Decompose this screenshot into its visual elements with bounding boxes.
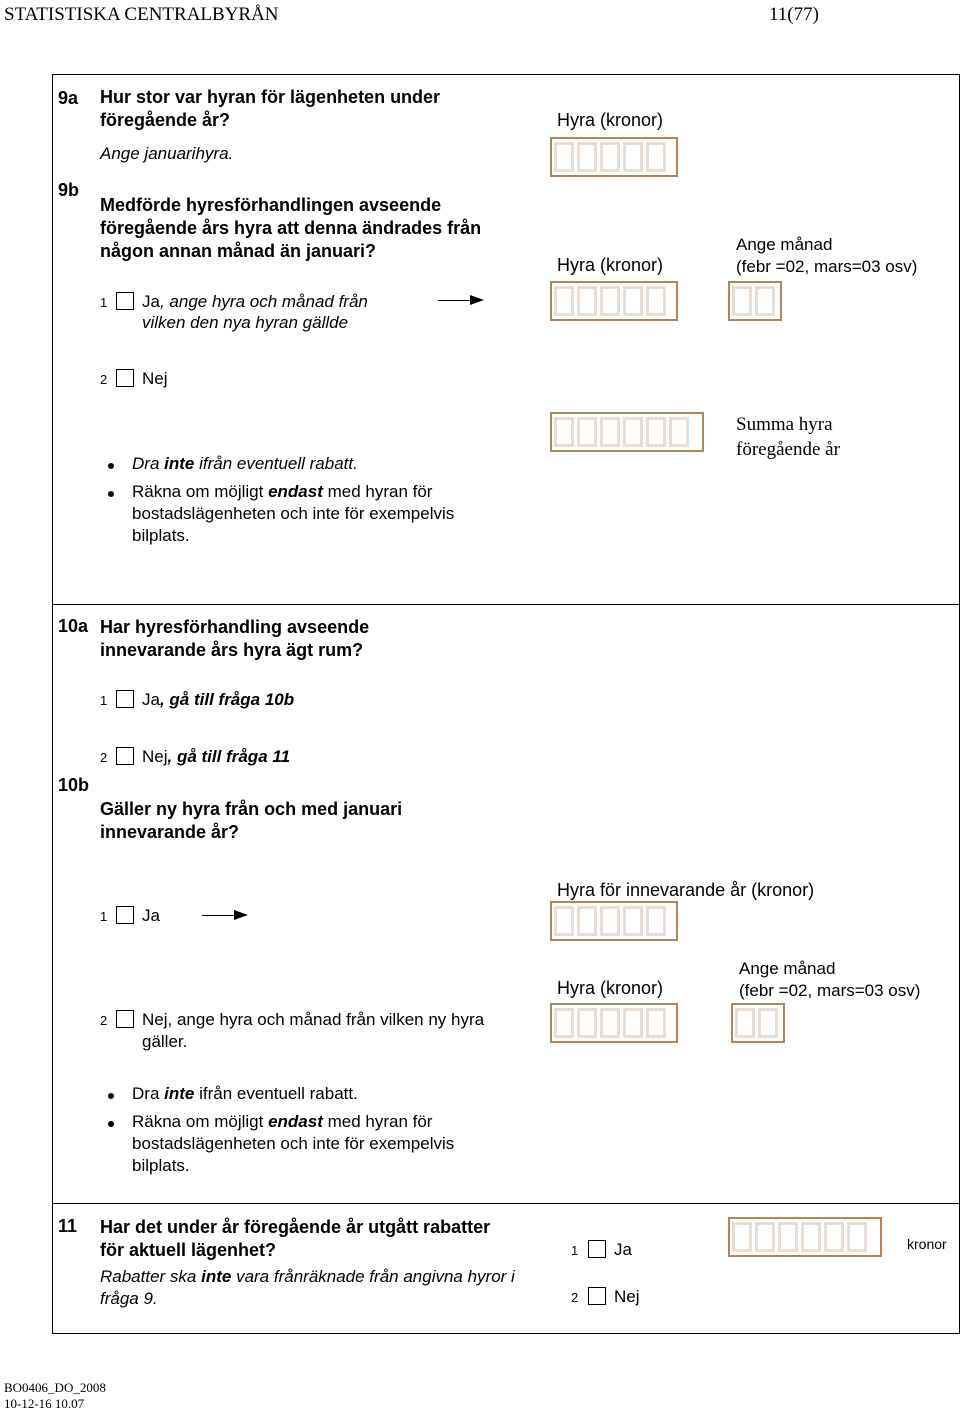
sum-rent-label (736, 412, 840, 462)
rent-input-9a[interactable] (550, 137, 678, 177)
question-10b-line1: Gäller ny hyra från och med januari (100, 799, 403, 819)
option-number: 2 (100, 750, 108, 765)
question-9b-line2: föregående års hyra att denna ändrades från (100, 218, 482, 238)
sum-rent-input[interactable] (550, 412, 704, 452)
rent-input-9b[interactable] (550, 281, 678, 321)
checkbox-11-ja[interactable] (588, 1240, 606, 1258)
digit-box[interactable] (623, 906, 643, 936)
digit-box[interactable] (554, 417, 574, 447)
question-11-note (100, 1266, 515, 1310)
sum-label-line2: föregående år (736, 439, 840, 460)
question-9b-text (100, 194, 481, 263)
question-11-text (100, 1216, 490, 1262)
digit-box[interactable] (623, 142, 643, 172)
month-input-9b[interactable] (728, 281, 782, 321)
digit-box[interactable] (669, 417, 689, 447)
bullet-text: Dra (132, 454, 165, 473)
digit-box[interactable] (778, 1222, 798, 1252)
digit-box[interactable] (755, 1222, 775, 1252)
bullet-icon (108, 463, 114, 469)
month-label-line2: (febr =02, mars=03 osv) (739, 981, 921, 1000)
note-text: vara frånräknade från angivna hyror i (231, 1267, 515, 1286)
digit-box[interactable] (554, 1008, 574, 1038)
ja-text: Ja (142, 292, 160, 311)
option-9b-ja-line2: vilken den nya hyran gällde (142, 313, 349, 332)
rent-field-label-10b: Hyra (kronor) (557, 978, 664, 998)
checkbox-10b-ja[interactable] (116, 906, 134, 924)
digit-box[interactable] (554, 286, 574, 316)
option-10b-ja-label: Ja (142, 906, 160, 925)
digit-box[interactable] (758, 1008, 778, 1038)
bullet-emphasis: endast (268, 482, 323, 501)
bullet-10b-no-discount (132, 1083, 358, 1105)
digit-box[interactable] (577, 417, 597, 447)
month-label-line2: (febr =02, mars=03 osv) (736, 257, 918, 276)
digit-box[interactable] (646, 906, 666, 936)
bullet-emphasis: endast (268, 1112, 323, 1131)
footer (4, 1380, 106, 1412)
bullet-text: bilplats. (132, 1156, 190, 1175)
question-10b-text (100, 798, 402, 844)
bullet-9b-no-discount (132, 453, 358, 475)
bullet-icon (108, 1121, 114, 1127)
question-9a-line1: Hur stor var hyran för lägenheten under (100, 87, 441, 107)
digit-box[interactable] (755, 286, 775, 316)
bullet-text: med hyran för (322, 1112, 433, 1131)
question-9a-note: Ange januarihyra. (100, 144, 234, 163)
option-10a-ja-label (142, 690, 294, 710)
digit-box[interactable] (646, 417, 666, 447)
month-input-10b[interactable] (731, 1003, 785, 1043)
month-label-9b (736, 234, 917, 278)
bullet-text: med hyran för (322, 482, 433, 501)
digit-box[interactable] (577, 906, 597, 936)
digit-box[interactable] (646, 1008, 666, 1038)
nej-text: Nej (142, 747, 168, 766)
question-11-line2: för aktuell lägenhet? (100, 1240, 277, 1260)
question-number-10b: 10b (58, 775, 90, 795)
bullet-text: bostadslägenheten och inte för exempelvis (132, 1134, 455, 1153)
rent-field-label-9a: Hyra (kronor) (557, 110, 664, 130)
option-number: 2 (571, 1290, 579, 1305)
bullet-text: ifrån eventuell rabatt. (194, 454, 358, 473)
arrow-right-icon (202, 915, 246, 916)
digit-box[interactable] (577, 1008, 597, 1038)
note-text: Rabatter ska (100, 1267, 202, 1286)
bullet-10b-apartment-only (132, 1111, 454, 1177)
form-code: BO0406_DO_2008 (4, 1380, 106, 1395)
digit-box[interactable] (824, 1222, 844, 1252)
bullet-text: Räkna om möjligt (132, 482, 269, 501)
question-9b-line1: Medförde hyresförhandlingen avseende (100, 195, 442, 215)
digit-box[interactable] (732, 1222, 752, 1252)
bullet-text: bostadslägenheten och inte för exempelvis (132, 504, 455, 523)
org-name: STATISTISKA CENTRALBYRÅN (4, 4, 279, 25)
digit-box[interactable] (732, 286, 752, 316)
unit-label: kronor (907, 1236, 947, 1252)
option-text: Nej, ange hyra och månad från vilken ny hyra (142, 1010, 485, 1029)
option-10a-nej-label (142, 747, 290, 767)
page-number: 11(77) (769, 4, 819, 25)
sum-label-line1: Summa hyra (736, 414, 833, 435)
question-number-9a: 9a (58, 88, 79, 108)
question-number-10a: 10a (58, 616, 89, 636)
digit-box[interactable] (623, 1008, 643, 1038)
bullet-emphasis: inte (164, 454, 195, 473)
question-10a-text (100, 616, 369, 662)
checkbox-10b-nej[interactable] (116, 1010, 134, 1028)
ja-text: Ja (142, 690, 160, 709)
question-10a-line2: innevarande års hyra ägt rum? (100, 640, 364, 660)
checkbox-10a-ja[interactable] (116, 690, 134, 708)
digit-box[interactable] (600, 906, 620, 936)
print-date: 10-12-16 10.07 (4, 1396, 85, 1411)
question-9a-text (100, 86, 440, 132)
arrow-right-icon (438, 300, 482, 301)
checkbox-9b-ja[interactable] (116, 292, 134, 310)
rent-field-label-9b: Hyra (kronor) (557, 255, 664, 275)
month-label-line1: Ange månad (736, 235, 833, 254)
rent-field-label-10b-current: Hyra för innevarande år (kronor) (557, 880, 815, 900)
option-10b-nej-label (142, 1009, 484, 1053)
bullet-text: Räkna om möjligt (132, 1112, 269, 1131)
note-text: fråga 9. (100, 1289, 158, 1308)
question-10b-line2: innevarande år? (100, 822, 240, 842)
question-number-9b: 9b (58, 180, 80, 200)
digit-box[interactable] (623, 417, 643, 447)
digit-box[interactable] (577, 142, 597, 172)
month-label-10b (739, 958, 920, 1002)
digit-box[interactable] (554, 906, 574, 936)
option-number: 1 (100, 693, 108, 708)
digit-box[interactable] (646, 286, 666, 316)
option-9b-nej-label: Nej (142, 369, 168, 388)
option-number: 1 (100, 295, 108, 310)
digit-box[interactable] (801, 1222, 821, 1252)
digit-box[interactable] (600, 142, 620, 172)
bullet-9b-apartment-only (132, 481, 454, 547)
option-number: 1 (571, 1243, 579, 1258)
bullet-text: bilplats. (132, 526, 190, 545)
digit-box[interactable] (847, 1222, 867, 1252)
option-9b-ja-label (142, 292, 368, 312)
digit-box[interactable] (646, 142, 666, 172)
digit-box[interactable] (600, 417, 620, 447)
digit-box[interactable] (623, 286, 643, 316)
month-label-line1: Ange månad (739, 959, 836, 978)
question-9a-line2: föregående år? (100, 110, 231, 130)
discount-input[interactable] (728, 1217, 882, 1257)
bullet-emphasis: inte (164, 1084, 195, 1103)
rent-input-10b-current[interactable] (550, 901, 678, 941)
digit-box[interactable] (577, 286, 597, 316)
option-text: gäller. (142, 1032, 188, 1051)
option-11-nej-label: Nej (614, 1287, 640, 1306)
question-9b-line3: någon annan månad än januari? (100, 241, 377, 261)
checkbox-11-nej[interactable] (588, 1287, 606, 1305)
option-number: 2 (100, 372, 108, 387)
question-number-11: 11 (58, 1216, 78, 1236)
goto-instruction: , gå till fråga 10b (159, 690, 295, 709)
bullet-text: Dra (132, 1084, 165, 1103)
bullet-text: ifrån eventuell rabatt. (194, 1084, 358, 1103)
bullet-icon (108, 1093, 114, 1099)
digit-box[interactable] (600, 1008, 620, 1038)
bullet-icon (108, 491, 114, 497)
checkbox-10a-nej[interactable] (116, 747, 134, 765)
digit-box[interactable] (554, 142, 574, 172)
rent-input-10b[interactable] (550, 1003, 678, 1043)
digit-box[interactable] (600, 286, 620, 316)
goto-instruction: , gå till fråga 11 (167, 747, 291, 766)
question-11-line1: Har det under år föregående år utgått rabatter (100, 1217, 491, 1237)
option-number: 1 (100, 909, 108, 924)
checkbox-9b-nej[interactable] (116, 369, 134, 387)
question-10a-line1: Har hyresförhandling avseende (100, 617, 370, 637)
digit-box[interactable] (735, 1008, 755, 1038)
note-emphasis: inte (201, 1267, 232, 1286)
ja-instruction: , ange hyra och månad från (159, 292, 368, 311)
option-number: 2 (100, 1013, 108, 1028)
option-11-ja-label: Ja (614, 1240, 632, 1259)
